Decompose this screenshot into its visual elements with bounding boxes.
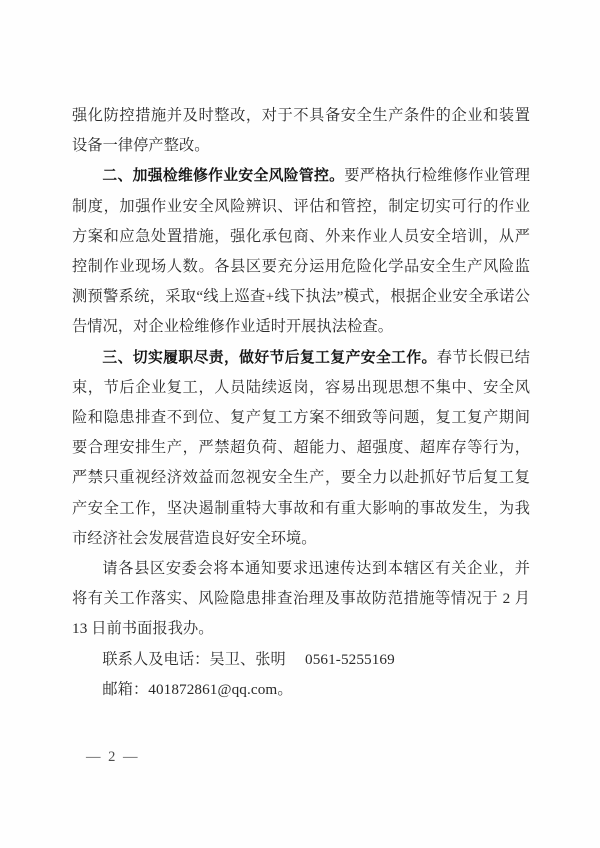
- email-line-text: 邮箱：401872861@qq.com。: [102, 680, 293, 698]
- paragraph-section-3: [72, 343, 530, 554]
- paragraph-contact: [72, 645, 530, 675]
- paragraph-email: [72, 675, 530, 705]
- section-3-heading: 三、切实履职尽责，做好节后复工复产安全工作。: [102, 349, 437, 366]
- paragraph-continuation: [72, 101, 530, 161]
- paragraph-dispatch-request: [72, 554, 530, 645]
- section-3-body-text: 春节长假已结束，节后企业复工，人员陆续返岗，容易出现思想不集中、安全风险和隐患排查不到位、复产复工方案不细致等问题，复工复产期间要合理安排生产，严禁超负荷、超能力、超强度、超库存等行为，严禁只重视经济效益而忽视安全生产，要全力以赴抓好节后复工复产安全工作，坚决遏制重特大事故和有重大影响的事故发生，为我市经济社会发展营造良好安全环境。: [72, 348, 530, 547]
- contact-line-text: 联系人及电话：吴卫、张明 0561-5255169: [102, 650, 395, 668]
- document-body: [72, 101, 530, 705]
- paragraph-continuation-text: 强化防控措施并及时整改，对于不具备安全生产条件的企业和装置设备一律停产整改。: [72, 107, 530, 155]
- paragraph-section-2: [72, 161, 530, 342]
- dispatch-request-text: 请各县区安委会将本通知要求迅速传达到本辖区有关企业，并将有关工作落实、风险隐患排查治理及事故防范措施等情况于 2 月 13 日前书面报我办。: [72, 560, 530, 638]
- section-2-body-text: 要严格执行检维修作业管理制度，加强作业安全风险辨识、评估和管控，制定切实可行的作业方案和应急处置措施，强化承包商、外来作业人员安全培训，从严控制作业现场人数。各县区要充分运用危险化学品安全生产风险监测预警系统，采取“线上巡查+线下执法”模式，根据企业安全承诺公告情况，对企业检维修作业适时开展执法检查。: [72, 167, 530, 336]
- section-2-heading: 二、加强检维修作业安全风险管控。: [102, 168, 345, 185]
- page-number: — 2 —: [86, 749, 140, 765]
